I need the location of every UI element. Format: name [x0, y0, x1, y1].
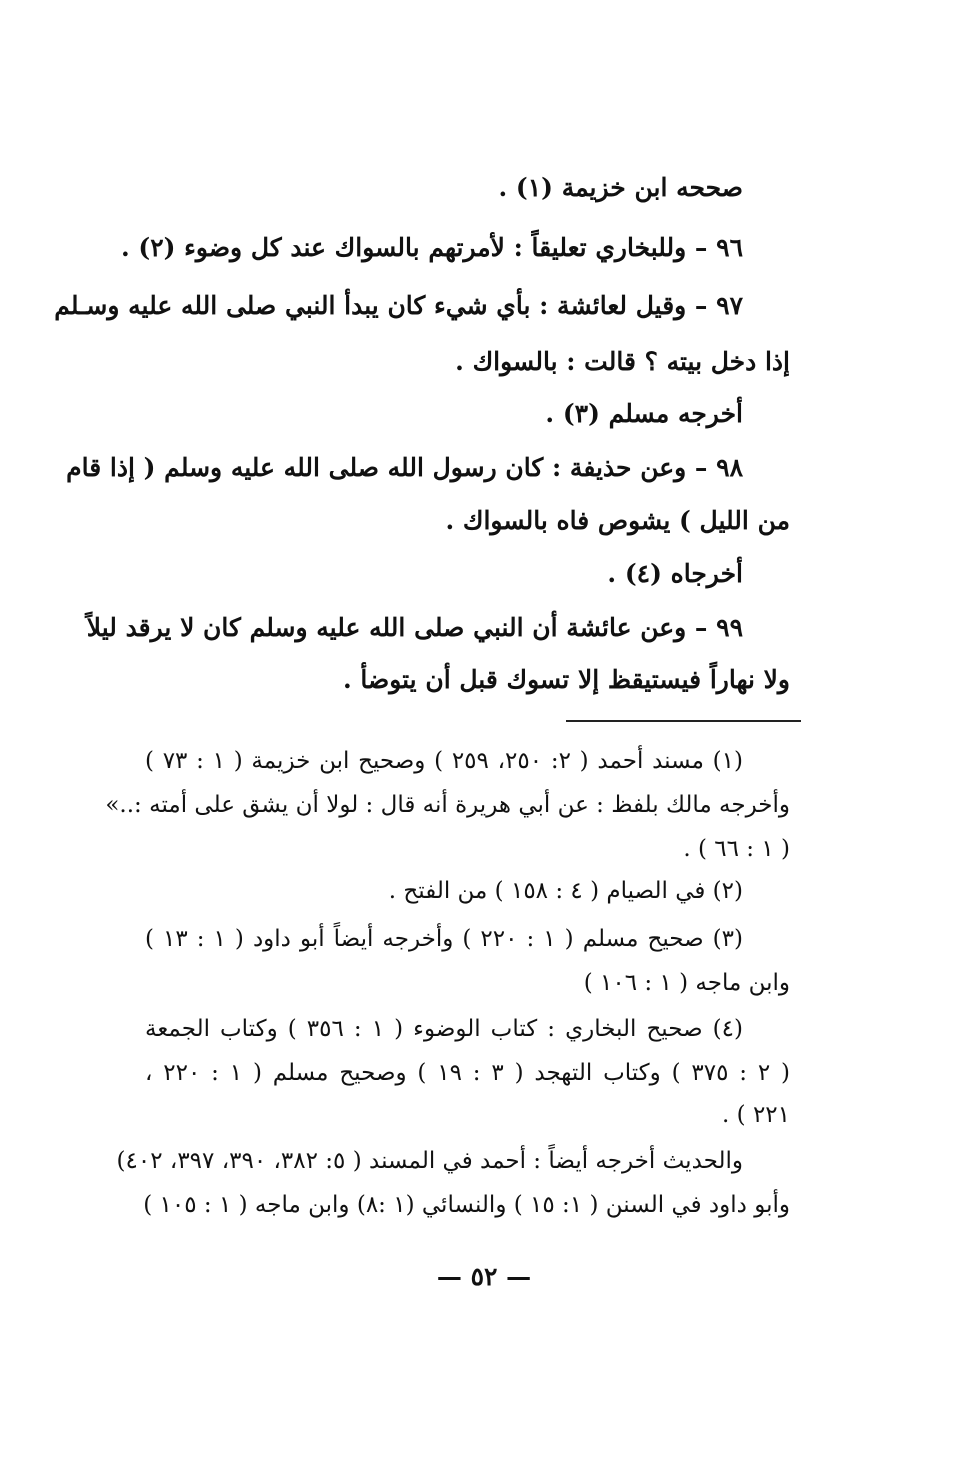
page-number: — ٥٢ — [436, 1262, 532, 1291]
body-line-7: من الليل ) يشوص فاه بالسواك . [445, 506, 790, 535]
footnote-line-3: ( ١ : ٦٦ ) . [683, 836, 790, 862]
body-line-6: ٩٨ – وعن حذيفة : كان رسول الله صلى الله عليه وسلم ( إذا قام [66, 453, 743, 482]
body-line-10: ولا نهاراً فيستيقظ إلا تسوك قبل أن يتوضأ . [342, 665, 790, 694]
body-line-1: صححه ابن خزيمة (١) . [498, 173, 743, 202]
footnote-line-6: وابن ماجه ( ١ : ١٠٦ ) [583, 970, 790, 996]
body-line-5: أخرجه مسلم (٣) . [545, 399, 743, 428]
footnote-line-11: وأبو داود في السنن ( ١: ١٥ ) والنسائي (١ :٨) وابن ماجه ( ١ : ١٠٥ ) [143, 1192, 790, 1218]
footnote-line-4: (٢) في الصيام ( ٤ : ١٥٨ ) من الفتح . [388, 878, 743, 904]
footnote-line-1: (١) مسند أحمد ( ٢: ٢٥٠، ٢٥٩ ) وصحيح ابن خزيمة ( ١ : ٧٣ ) [145, 748, 743, 774]
footnote-divider [566, 720, 801, 722]
footnote-line-10: والحديث أخرجه أيضاً : أحمد في المسند ( ٥: ٣٨٢، ٣٩٠، ٣٩٧، ٤٠٢) [116, 1148, 743, 1174]
footnote-line-2: وأخرجه مالك بلفظ : عن أبي هريرة أنه قال : لولا أن يشق على أمته :..» [105, 792, 790, 818]
footnote-line-7: (٤) صحيح البخاري : كتاب الوضوء ( ١ : ٣٥٦ ) وكتاب الجمعة [145, 1016, 743, 1042]
footnote-line-8: ( ٢ : ٣٧٥ ) وكتاب التهجد ( ٣ : ١٩ ) وصحيح مسلم ( ١ : ٢٢٠ ، [145, 1060, 791, 1086]
body-line-4: إذا دخل بيته ؟ قالت : بالسواك . [455, 347, 790, 376]
body-line-8: أخرجاه (٤) . [607, 559, 743, 588]
body-line-9: ٩٩ – وعن عائشة أن النبي صلى الله عليه وسلم كان لا يرقد ليلاً [86, 613, 743, 642]
footnote-line-5: (٣) صحيح مسلم ( ١ : ٢٢٠ ) وأخرجه أيضاً أبو داود ( ١ : ١٣ ) [145, 926, 743, 952]
body-line-3: ٩٧ – وقيل لعائشة : بأي شيء كان يبدأ النبي صلى الله عليه وسـلم [54, 291, 743, 320]
body-line-2: ٩٦ – وللبخاري تعليقاً : لأمرتهم بالسواك عند كل وضوء (٢) . [120, 233, 743, 262]
footnote-line-9: ٢٢١ ) . [722, 1102, 790, 1128]
